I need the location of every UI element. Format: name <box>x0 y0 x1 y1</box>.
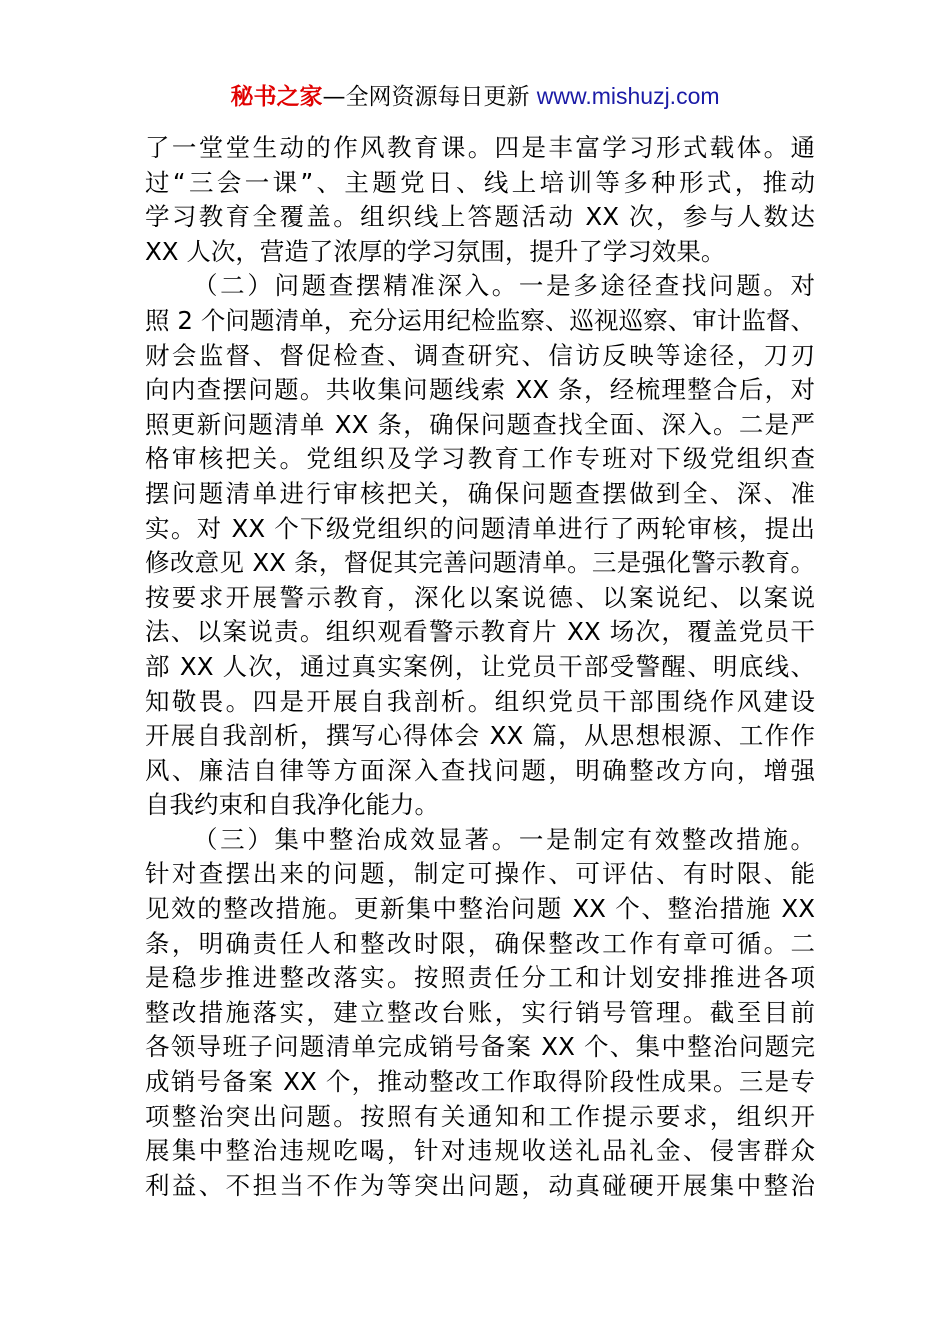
text-line: 格审核把关。党组织及学习教育工作专班对下级党组织查 <box>145 444 815 474</box>
text-line: 成销号备案 XX 个，推动整改工作取得阶段性成果。三是专 <box>145 1067 815 1097</box>
text-line: 开展自我剖析，撰写心得体会 XX 篇，从思想根源、工作作 <box>145 721 815 751</box>
text-line: 见效的整改措施。更新集中整治问题 XX 个、整治措施 XX <box>145 894 815 924</box>
text-line: 各领导班子问题清单完成销号备案 XX 个、集中整治问题完 <box>145 1032 815 1062</box>
text-line: 照更新问题清单 XX 条，确保问题查找全面、深入。二是严 <box>145 409 815 439</box>
text-line: 是稳步推进整改落实。按照责任分工和计划安排推进各项 <box>145 963 815 993</box>
text-line: 学习教育全覆盖。组织线上答题活动 XX 次，参与人数达 <box>145 202 815 232</box>
document-body <box>145 131 815 1203</box>
text-line: 针对查摆出来的问题，制定可操作、可评估、有时限、能 <box>145 859 815 889</box>
text-line: 照 2 个问题清单，充分运用纪检监察、巡视巡察、审计监督、 <box>145 305 815 335</box>
text-line: 修改意见 XX 条，督促其完善问题清单。三是强化警示教育。 <box>145 548 815 578</box>
section-heading-line: （二）问题查摆精准深入。一是多途径查找问题。对 <box>193 271 815 301</box>
text-line: 了一堂堂生动的作风教育课。四是丰富学习形式载体。通 <box>145 133 815 162</box>
text-line: 法、以案说责。组织观看警示教育片 XX 场次，覆盖党员干 <box>145 617 815 647</box>
site-url-link[interactable]: www.mishuzj.com <box>536 83 720 109</box>
text-line: 风、廉洁自律等方面深入查找问题，明确整改方向，增强 <box>145 755 815 785</box>
text-line: 整改措施落实，建立整改台账，实行销号管理。截至目前 <box>145 997 815 1027</box>
text-line: 部 XX 人次，通过真实案例，让党员干部受警醒、明底线、 <box>145 651 815 681</box>
text-line: 摆问题清单进行审核把关，确保问题查摆做到全、深、准 <box>145 478 815 508</box>
text-line: 向内查摆问题。共收集问题线索 XX 条，经梳理整合后，对 <box>145 375 815 405</box>
text-line: 利益、不担当不作为等突出问题，动真碰硬开展集中整治 <box>145 1170 815 1200</box>
site-tagline: —全网资源每日更新 <box>322 84 537 110</box>
text-line: 过“三会一课”、主题党日、线上培训等多种形式，推动 <box>145 167 815 197</box>
site-header <box>0 80 950 113</box>
section-heading-line: （三）集中整治成效显著。一是制定有效整改措施。 <box>193 824 815 854</box>
site-brand: 秘书之家 <box>230 84 323 110</box>
text-line: 条，明确责任人和整改时限，确保整改工作有章可循。二 <box>145 928 815 958</box>
text-line: XX 人次，营造了浓厚的学习氛围，提升了学习效果。 <box>145 236 726 266</box>
text-line: 自我约束和自我净化能力。 <box>145 790 439 820</box>
text-line: 展集中整治违规吃喝，针对违规收送礼品礼金、侵害群众 <box>145 1136 815 1166</box>
text-line: 财会监督、督促检查、调查研究、信访反映等途径，刀刃 <box>145 340 815 370</box>
text-line: 项整治突出问题。按照有关通知和工作提示要求，组织开 <box>145 1101 815 1131</box>
text-line: 实。对 XX 个下级党组织的问题清单进行了两轮审核，提出 <box>145 513 815 543</box>
text-line: 按要求开展警示教育，深化以案说德、以案说纪、以案说 <box>145 582 815 612</box>
text-line: 知敬畏。四是开展自我剖析。组织党员干部围绕作风建设 <box>145 686 815 716</box>
